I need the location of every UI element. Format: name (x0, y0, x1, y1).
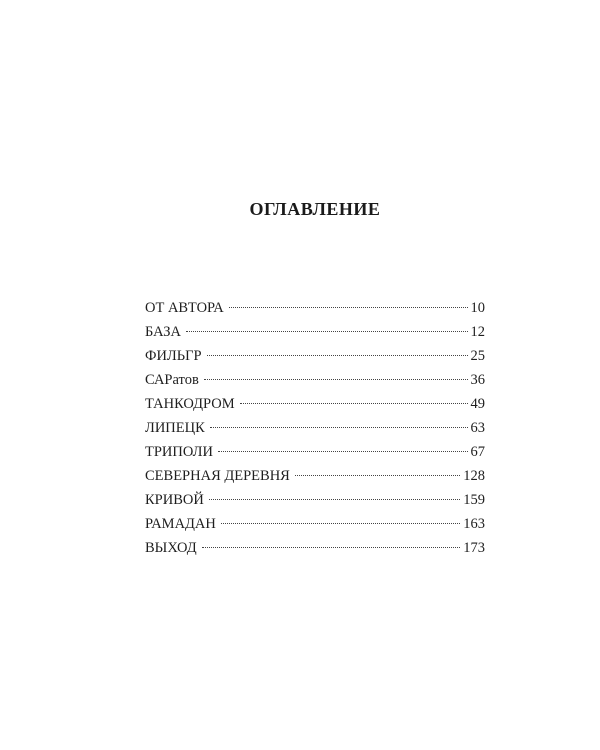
toc-entry-title: ФИЛЬГР (145, 348, 202, 364)
toc-entry (145, 488, 485, 512)
toc-entry-page-number: 49 (470, 396, 485, 412)
toc-entry-title: РАМАДАН (145, 516, 216, 532)
toc-entry-title: ОТ АВТОРА (145, 300, 224, 316)
toc-entry-page-number: 163 (463, 516, 485, 532)
toc-entry (145, 296, 485, 320)
dot-leader (202, 547, 461, 548)
toc-entry-title: БАЗА (145, 324, 181, 340)
toc-entry-title: ВЫХОД (145, 540, 197, 556)
toc-entry-title: ЛИПЕЦК (145, 420, 205, 436)
toc-entry-page-number: 12 (470, 324, 485, 340)
toc-entry (145, 464, 485, 488)
toc-entry (145, 344, 485, 368)
toc-entry-title: САРатов (145, 372, 199, 388)
toc-entry-page-number: 159 (463, 492, 485, 508)
toc-entry-page-number: 173 (463, 540, 485, 556)
toc-entry (145, 536, 485, 560)
dot-leader (240, 403, 468, 404)
toc-entry-page-number: 25 (470, 348, 485, 364)
toc-entry (145, 416, 485, 440)
page-title: ОГЛАВЛЕНИЕ (249, 199, 381, 219)
toc-entry-title: СЕВЕРНАЯ ДЕРЕВНЯ (145, 468, 290, 484)
toc-entry (145, 392, 485, 416)
dot-leader (295, 475, 460, 476)
toc-entry-page-number: 67 (470, 444, 485, 460)
dot-leader (210, 427, 468, 428)
dot-leader (221, 523, 460, 524)
dot-leader (209, 499, 460, 500)
toc-entry (145, 512, 485, 536)
toc-entry-page-number: 63 (470, 420, 485, 436)
toc-entry-title: КРИВОЙ (145, 492, 204, 508)
dot-leader (229, 307, 468, 308)
toc-entry-page-number: 36 (470, 372, 485, 388)
dot-leader (207, 355, 468, 356)
toc-entry-title: ТРИПОЛИ (145, 444, 213, 460)
dot-leader (204, 379, 468, 380)
toc-entry-page-number: 10 (470, 300, 485, 316)
toc-entry-title: ТАНКОДРОМ (145, 396, 235, 412)
toc-entry (145, 368, 485, 392)
dot-leader (218, 451, 468, 452)
toc-entry-page-number: 128 (463, 468, 485, 484)
table-of-contents (145, 296, 485, 560)
toc-entry (145, 320, 485, 344)
dot-leader (186, 331, 468, 332)
toc-entry (145, 440, 485, 464)
